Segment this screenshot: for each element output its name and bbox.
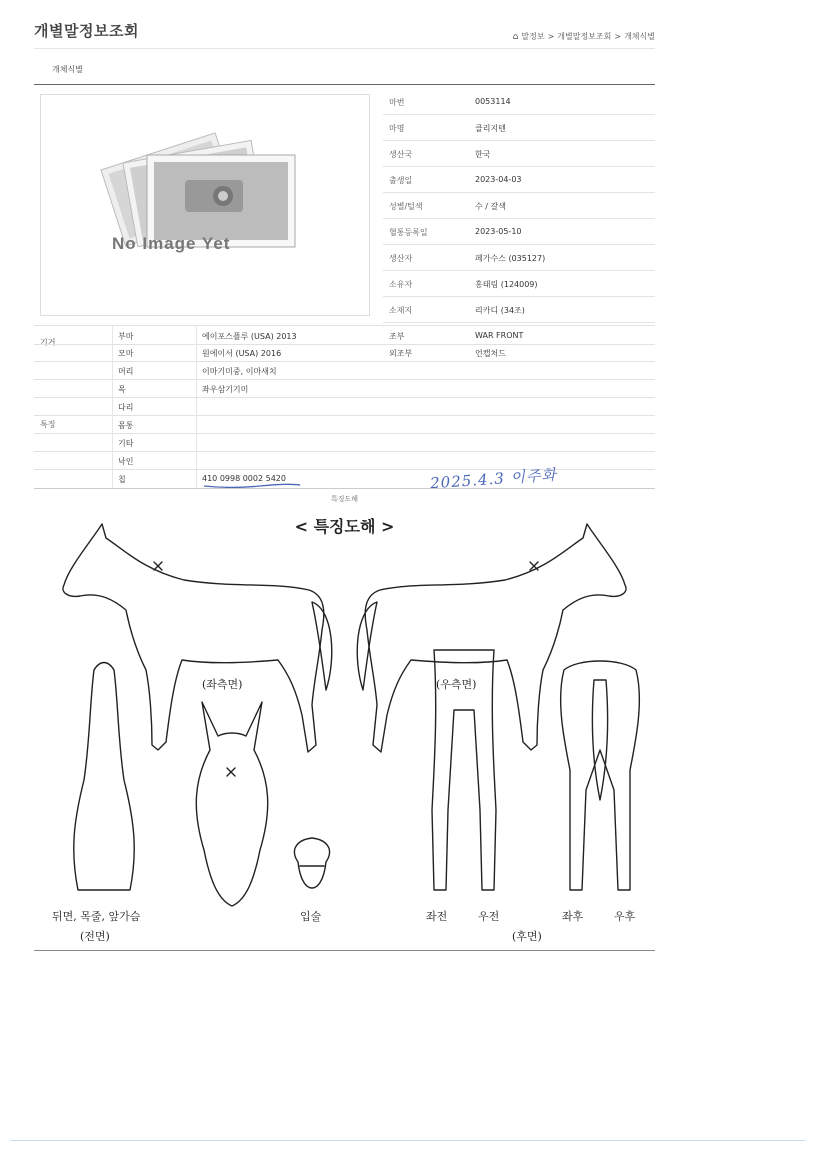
feature-value: 이마기미중, 이마새치 <box>202 367 277 376</box>
info-value: 0053114 <box>475 97 511 106</box>
feature-label: 칩 <box>118 475 126 484</box>
label-right-fore: 우전 <box>478 910 500 923</box>
label-left-fore: 좌전 <box>426 910 448 923</box>
info-value: 리카디 (34조) <box>475 306 525 315</box>
info-value: 2023-04-03 <box>475 175 522 184</box>
feature-label: 몸통 <box>118 421 134 430</box>
photo-stack-icon <box>41 95 369 315</box>
pedigree-group-label: 기거 <box>40 338 56 347</box>
handwritten-signature: 2025.4.3 이주화 <box>429 465 558 493</box>
info-row <box>383 296 655 323</box>
front-neck-view <box>74 663 135 891</box>
breadcrumb-item[interactable]: 말정보 <box>521 32 545 41</box>
page-footer-rule <box>10 1140 805 1141</box>
breadcrumb-separator: > <box>614 32 622 41</box>
rear-view <box>561 661 640 890</box>
info-label: 소유자 <box>389 280 413 289</box>
info-row <box>383 166 655 193</box>
feature-row <box>34 397 655 416</box>
pedigree-row <box>34 343 655 362</box>
pedigree-value: WAR FRONT <box>475 331 524 340</box>
label-lips: 입술 <box>300 910 322 923</box>
rear-tail <box>592 680 607 800</box>
label-left-hind: 좌후 <box>562 910 584 923</box>
head-front-view <box>196 702 267 906</box>
section-divider <box>34 488 655 489</box>
info-row <box>383 270 655 297</box>
info-label: 혈통등록일 <box>389 228 428 237</box>
tab-divider <box>34 84 655 85</box>
info-value: 클리지텐 <box>475 124 506 133</box>
feature-row <box>34 379 655 398</box>
pedigree-label: 조부 <box>389 332 405 341</box>
pedigree-value: 언캡처드 <box>475 349 506 358</box>
info-row <box>383 192 655 219</box>
breadcrumb-item[interactable]: 개별말정보조회 <box>557 32 612 41</box>
info-row <box>383 140 655 167</box>
breadcrumb-separator: > <box>547 32 555 41</box>
breadcrumb <box>513 31 655 42</box>
info-label: 소재지 <box>389 306 413 315</box>
info-row <box>383 244 655 271</box>
feature-label: 다리 <box>118 403 134 412</box>
info-row <box>383 114 655 141</box>
head-mark <box>227 768 235 776</box>
feature-row <box>34 415 655 434</box>
column-divider <box>196 325 197 488</box>
left-side-horse <box>63 524 324 752</box>
label-front: (전면) <box>80 930 110 943</box>
lips-view <box>294 838 329 888</box>
feature-label: 낙인 <box>118 457 134 466</box>
info-value: 페가수스 (035127) <box>475 254 546 263</box>
info-label: 생산자 <box>389 254 413 263</box>
label-left-side: (좌측면) <box>202 678 243 691</box>
no-image-text: No Image Yet <box>112 234 231 253</box>
feature-row <box>34 451 655 470</box>
breadcrumb-item[interactable]: 개체식별 <box>624 32 655 41</box>
feature-label: 기타 <box>118 439 134 448</box>
label-rear: (후면) <box>512 930 542 943</box>
label-right-side: (우측면) <box>436 678 477 691</box>
feature-row <box>34 361 655 380</box>
column-divider <box>112 325 113 488</box>
pedigree-label: 외조부 <box>389 349 413 358</box>
left-side-mark <box>154 562 162 570</box>
pedigree-label: 부마 <box>118 332 134 341</box>
feature-value: 좌우삼기기미 <box>202 385 249 394</box>
feature-label: 머리 <box>118 367 134 376</box>
feature-row <box>34 433 655 452</box>
label-right-hind: 우후 <box>614 910 636 923</box>
info-row <box>383 88 655 115</box>
features-group-label: 특징 <box>40 420 56 429</box>
page-title: 개별말정보조회 <box>34 22 139 40</box>
info-value: 홍태림 (124009) <box>475 280 538 289</box>
info-value: 수 / 갈색 <box>475 202 506 211</box>
info-label: 출생일 <box>389 176 413 185</box>
label-front-text: 뒤면, 목줄, 앞가슴 <box>52 910 141 923</box>
tab-identification[interactable]: 개체식별 <box>52 65 83 74</box>
info-value: 한국 <box>475 150 491 159</box>
horse-markings-diagram <box>34 510 655 950</box>
info-label: 마번 <box>389 98 405 107</box>
horse-photo-placeholder <box>40 94 370 316</box>
diagram-caption: 특징도해 <box>330 495 359 503</box>
chip-number: 410 0998 0002 5420 <box>202 474 286 483</box>
pedigree-value: 에이포스플루 (USA) 2013 <box>202 332 297 341</box>
home-icon[interactable]: ⌂ <box>512 31 519 42</box>
info-label: 성별/털색 <box>389 202 423 211</box>
feature-label: 목 <box>118 385 126 394</box>
title-divider <box>34 48 655 49</box>
diagram-bottom-divider <box>34 950 655 951</box>
info-value: 2023-05-10 <box>475 227 522 236</box>
pedigree-row <box>34 325 655 345</box>
diagram-title: < 특징도해 > <box>294 517 395 536</box>
info-label: 마명 <box>389 124 405 133</box>
info-row <box>383 218 655 245</box>
pedigree-value: 원에이서 (USA) 2016 <box>202 349 282 358</box>
pedigree-label: 모마 <box>118 349 134 358</box>
info-label: 생산국 <box>389 150 413 159</box>
feature-row <box>34 469 655 487</box>
right-side-mark <box>530 562 538 570</box>
right-side-horse <box>365 524 626 752</box>
